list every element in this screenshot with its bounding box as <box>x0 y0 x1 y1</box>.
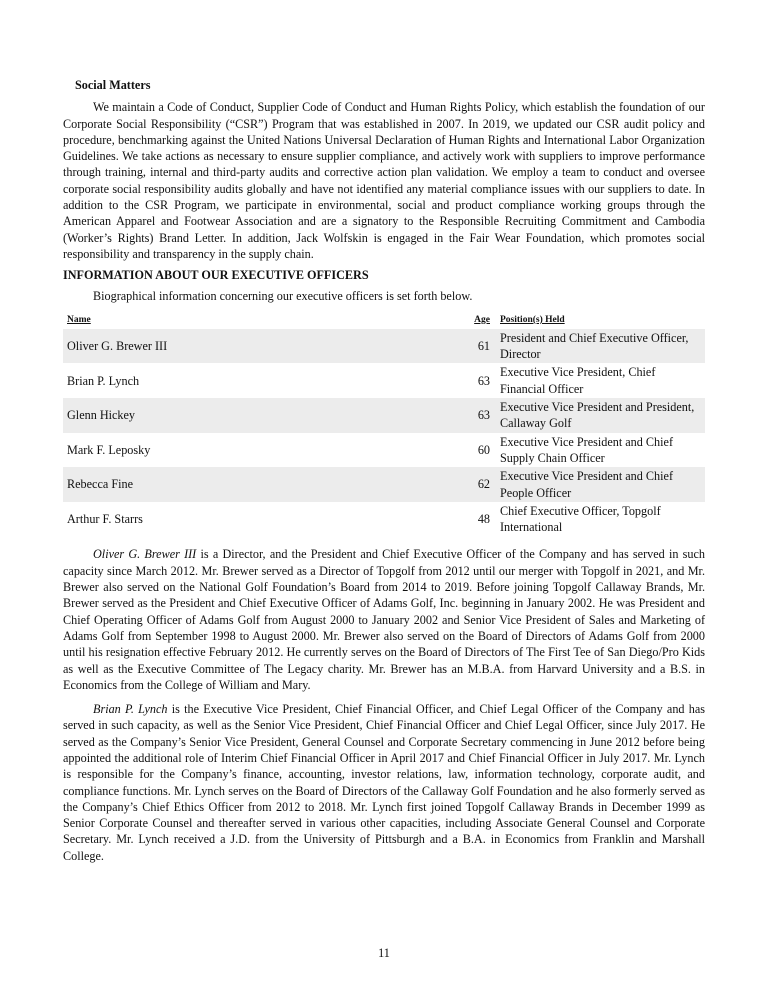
cell-age: 61 <box>221 329 496 364</box>
bio-text: is a Director, and the President and Chief Executive Officer of the Company and has served in such capacity since March 2012. Mr. Brewer served as a Director of Topgolf from 2012 until our merger with Topgolf in 2021, and Mr. Brewer also served on the National Golf Foundation’s Board from 2014 to 2019. Before joining Topgolf Callaway Brands, Mr. Brewer served as the President and Chief Executive Officer of Adams Golf, Inc. beginning in January 2002. He was President and Chief Operating Officer of Adams Golf from August 2000 to January 2002 and Senior Vice President of Sales and Marketing of Adams Golf from September 1998 to August 2000. Mr. Brewer also served on the Board of Directors of Adams Golf from 2000 until his resignation effective February 2012. He currently serves on the Board of Directors of The First Tee of San Diego/Pro Kids as well as the Executive Committee of The Legacy charity. Mr. Brewer has an M.B.A. from Harvard University and a B.S. in Economics from the College of William and Mary. <box>63 547 705 692</box>
header-name: Name <box>67 314 91 325</box>
page-number: 11 <box>378 946 390 960</box>
cell-age: 60 <box>477 442 490 457</box>
cell-position: Executive Vice President and President, Callaway Golf <box>496 398 705 433</box>
cell-position: President and Chief Executive Officer, Director <box>496 329 705 364</box>
document-page <box>63 77 705 872</box>
cell-name: Rebecca Fine <box>63 467 221 502</box>
table-row <box>63 329 705 364</box>
cell-name: Oliver G. Brewer III <box>63 329 221 364</box>
cell-age: 63 <box>221 398 496 433</box>
cell-age: 48 <box>477 511 490 526</box>
table-row <box>63 398 705 433</box>
cell-position: Chief Executive Officer, Topgolf International <box>500 503 661 535</box>
table-header-row <box>63 314 705 329</box>
table-row <box>63 363 705 398</box>
cell-age: 63 <box>477 373 490 388</box>
bio-brewer <box>63 546 705 693</box>
cell-name: Mark F. Leposky <box>67 442 151 457</box>
header-position: Position(s) Held <box>500 314 565 325</box>
bio-name: Brian P. Lynch <box>93 702 168 717</box>
social-matters-heading: Social Matters <box>75 78 151 92</box>
table-row <box>63 502 705 537</box>
executive-officers-table <box>63 314 705 537</box>
table-row <box>63 433 705 468</box>
table-row <box>63 467 705 502</box>
bio-lynch <box>63 701 705 864</box>
social-matters-paragraph: We maintain a Code of Conduct, Supplier Code of Conduct and Human Rights Policy, which establish the foundation of our Corporate Social Responsibility (“CSR”) Program that was established in 2007. In 2019, we updated our CSR audit policy and procedure, benchmarking against the United Nations Universal Declaration of Human Rights and International Labor Organization Guidelines. We take actions as necessary to ensure supplier compliance, and actively work with suppliers to improve performance through training, internal and third-party audits and corrective action plan validation. We employ a team to conduct and oversee corporate social responsibility audits globally and have not identified any material compliance issues with our suppliers to date. In addition to the CSR Program, we participate in environmental, social and product compliance working groups through the American Apparel and Footwear Association and are a signatory to the Responsible Recruiting Commitment and Cambodia (Worker’s Rights) Brand Letter. In addition, Jack Wolfskin is engaged in the Fair Wear Foundation, which promotes social responsibility and transparency in the supply chain. <box>63 100 705 261</box>
cell-position: Executive Vice President and Chief Supply Chain Officer <box>500 434 673 465</box>
cell-position: Executive Vice President and Chief People Officer <box>496 467 705 502</box>
cell-name: Glenn Hickey <box>63 398 221 433</box>
executive-officers-heading: INFORMATION ABOUT OUR EXECUTIVE OFFICERS <box>63 268 369 283</box>
cell-position: Executive Vice President, Chief Financial Officer <box>500 365 656 396</box>
cell-age: 62 <box>221 467 496 502</box>
cell-name: Arthur F. Starrs <box>67 511 143 526</box>
bio-text: is the Executive Vice President, Chief Financial Officer, and Chief Legal Officer of the Company and has served in such capacity, as well as the Senior Vice President, Chief Financial Officer and Chief Legal Officer, since July 2017. He served as the Company’s Senior Vice President, General Counsel and Corporate Secretary commencing in June 2012 before being appointed the additional role of Interim Chief Financial Officer in April 2017 and Chief Financial Officer in July 2017. Mr. Lynch is responsible for the Company’s finance, accounting, investor relations, law, information technology, corporate audit, and compliance functions. Mr. Lynch serves on the Board of Directors of the Callaway Golf Foundation and he also formerly served as the Company’s Chief Ethics Officer from 2012 to 2018. Mr. Lynch first joined Topgolf Callaway Brands in December 1999 as Senior Corporate Counsel and thereafter served in various other capacities, including Associate General Counsel and Corporate Secretary. Mr. Lynch received a J.D. from the University of Pittsburgh and a B.A. in Economics from Franklin and Marshall College. <box>63 702 705 863</box>
header-age: Age <box>474 314 490 325</box>
officers-intro: Biographical information concerning our executive officers is set forth below. <box>93 288 473 303</box>
cell-name: Brian P. Lynch <box>67 373 140 388</box>
bio-name: Oliver G. Brewer III <box>93 547 197 562</box>
